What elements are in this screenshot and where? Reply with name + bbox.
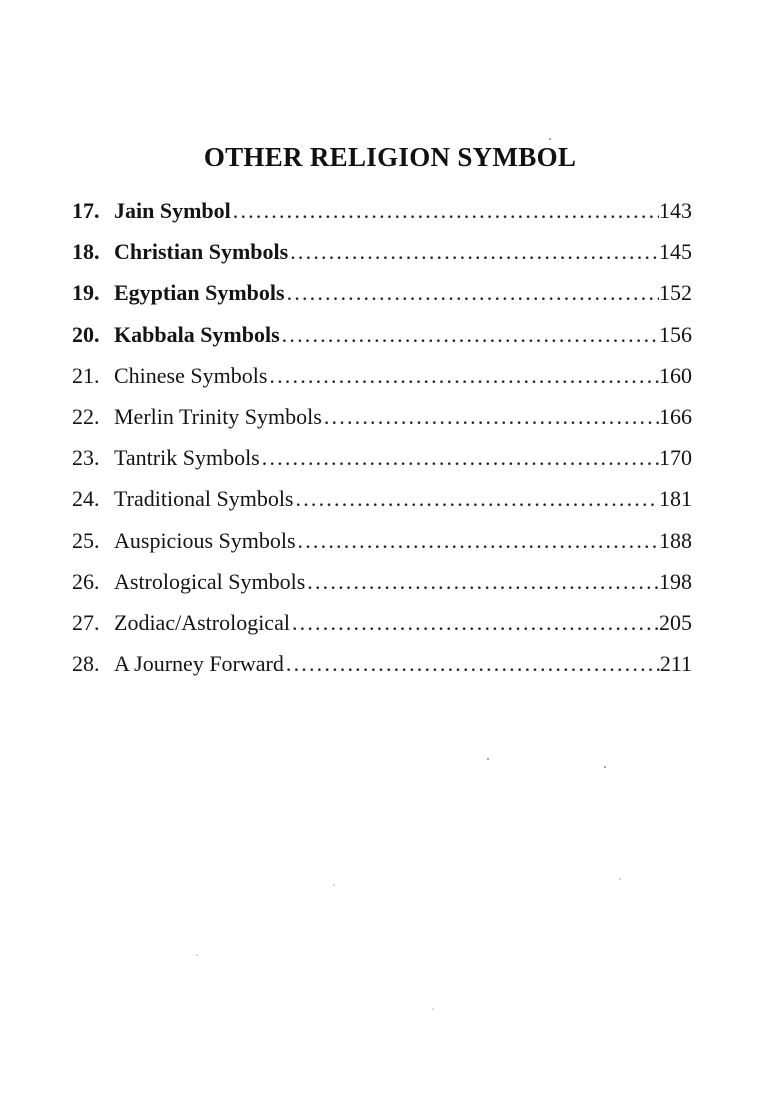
entry-title: Zodiac/Astrological [114, 609, 290, 635]
dot-leader [288, 237, 659, 267]
scan-speck [432, 1008, 434, 1010]
toc-entry [72, 608, 692, 649]
toc-entry [72, 278, 692, 319]
entry-number: 17. [72, 198, 100, 223]
toc-entry [72, 567, 692, 608]
toc-entry [72, 402, 692, 443]
dot-leader [290, 608, 659, 638]
entry-title: Traditional Symbols [114, 486, 294, 512]
scan-speck [333, 884, 335, 886]
entry-number: 22. [72, 403, 100, 429]
entry-number: 18. [72, 239, 100, 265]
entry-number: 27. [72, 609, 100, 635]
entry-title: Auspicious Symbols [114, 527, 296, 553]
dot-leader [280, 320, 659, 350]
scan-speck [196, 954, 198, 956]
toc-entry [72, 526, 692, 567]
scan-speck [487, 758, 489, 760]
entry-number: 20. [72, 321, 100, 347]
entry-title: Merlin Trinity Symbols [114, 403, 322, 429]
scan-speck [619, 878, 621, 880]
toc-entry [72, 361, 692, 402]
entry-page-number: 160 [659, 362, 692, 388]
toc-entry [72, 237, 692, 278]
entry-page-number: 145 [659, 239, 692, 265]
entry-title: Egyptian Symbols [114, 280, 285, 306]
entry-title: Tantrik Symbols [114, 445, 260, 471]
entry-page-number: 198 [659, 568, 692, 594]
toc-entry [72, 443, 692, 484]
toc-entry [72, 196, 692, 237]
entry-title: A Journey Forward [114, 651, 284, 677]
entry-number: 28. [72, 651, 100, 677]
dot-leader [267, 361, 659, 391]
entry-page-number: 156 [659, 321, 692, 347]
dot-leader [260, 443, 659, 473]
entry-page-number: 170 [659, 445, 692, 471]
entry-title: Chinese Symbols [114, 362, 268, 388]
dot-leader [231, 196, 659, 226]
entry-number: 21. [72, 362, 100, 388]
entry-number: 25. [72, 527, 100, 553]
entry-number: 19. [72, 280, 100, 306]
entry-page-number: 211 [659, 651, 692, 677]
entry-page-number: 205 [659, 609, 692, 635]
dot-leader [294, 484, 660, 514]
entry-number: 26. [72, 568, 100, 594]
entry-page-number: 152 [659, 280, 692, 306]
toc-entry [72, 649, 692, 690]
entry-title: Astrological Symbols [114, 568, 306, 594]
entry-number: 23. [72, 445, 100, 471]
dot-leader [296, 526, 659, 556]
entry-page-number: 166 [659, 403, 692, 429]
entry-page-number: 181 [659, 486, 692, 512]
scan-speck [549, 138, 551, 140]
dot-leader [322, 402, 659, 432]
table-of-contents [72, 196, 692, 690]
toc-entry [72, 484, 692, 525]
entry-page-number: 143 [659, 198, 692, 223]
dot-leader [285, 278, 659, 308]
entry-title: Christian Symbols [114, 239, 289, 265]
section-heading: OTHER RELIGION SYMBOL [203, 142, 577, 172]
scan-speck [604, 766, 606, 768]
toc-entry [72, 320, 692, 361]
entry-title: Kabbala Symbols [114, 321, 280, 347]
entry-number: 24. [72, 486, 100, 512]
entry-page-number: 188 [659, 527, 692, 553]
dot-leader [305, 567, 659, 597]
dot-leader [284, 649, 660, 679]
entry-title: Jain Symbol [114, 198, 231, 223]
